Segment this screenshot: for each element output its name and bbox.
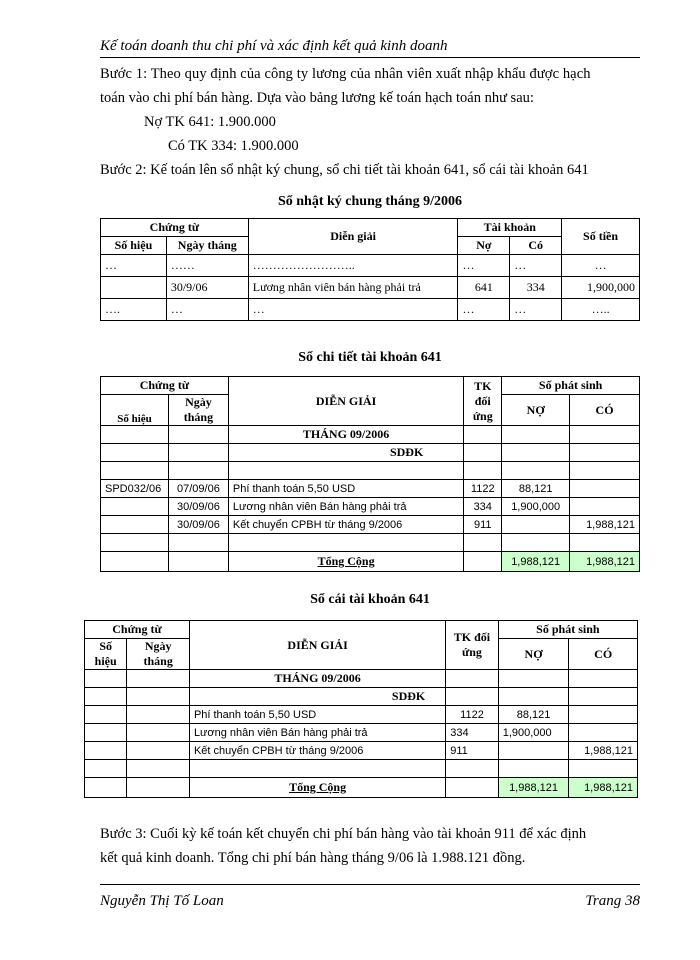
detail-sddk: SDĐK (228, 444, 463, 462)
detail-cell: 1,988,121 (570, 516, 640, 534)
journal-header-sohieu: Số hiệu (101, 237, 167, 255)
table-row (101, 516, 640, 534)
ledger-cell: 1,988,121 (569, 742, 638, 760)
ledger-total-label: Tổng Cộng (189, 778, 445, 798)
ledger-cell: 1122 (446, 706, 498, 724)
page-header: Kế toán doanh thu chi phí và xác định kết quả kinh doanh (100, 38, 640, 58)
detail-cell: 88,121 (502, 480, 570, 498)
ledger-cell: 88,121 (498, 706, 569, 724)
entry-credit: Có TK 334: 1.900.000 (168, 138, 299, 154)
detail-cell: 30/09/06 (168, 516, 228, 534)
table-row (101, 299, 640, 321)
table-row (85, 706, 638, 724)
journal-cell: … (101, 255, 167, 277)
journal-cell: …………………….. (248, 255, 458, 277)
ledger-cell: Phí thanh toán 5,50 USD (189, 706, 445, 724)
ledger-cell: Kết chuyển CPBH từ tháng 9/2006 (189, 742, 445, 760)
journal-header-chungtu: Chứng từ (101, 219, 249, 237)
ledger-header-ngay: Ngày tháng (127, 639, 190, 670)
detail-cell: 911 (464, 516, 502, 534)
journal-title: Sổ nhật ký chung tháng 9/2006 (277, 194, 462, 209)
journal-cell: … (562, 255, 640, 277)
detail-table (100, 376, 640, 572)
ledger-total-co: 1,988,121 (569, 778, 638, 798)
ledger-header-diengiai: DIỄN GIẢI (189, 621, 445, 670)
detail-cell: Phí thanh toán 5,50 USD (228, 480, 463, 498)
journal-cell: 30/9/06 (166, 277, 248, 299)
journal-cell: … (510, 255, 562, 277)
ledger-header-tk: TK đối ứng (446, 621, 498, 670)
detail-header-sps: Số phát sinh (502, 377, 640, 395)
detail-header-ngay: Ngày tháng (168, 395, 228, 426)
journal-header-taikhoan: Tài khoản (458, 219, 562, 237)
journal-header-diengiai: Diễn giải (248, 219, 458, 255)
ledger-cell (569, 706, 638, 724)
footer-author: Nguyễn Thị Tố Loan (100, 893, 224, 909)
table-row (101, 498, 640, 516)
table-row (101, 480, 640, 498)
intro-line-2: toán vào chi phí bán hàng. Dựa vào bảng lương kế toán hạch toán như sau: (100, 90, 534, 106)
detail-cell: SPD032/06 (101, 480, 169, 498)
detail-header-diengiai: DIỄN GIẢI (228, 377, 463, 426)
detail-header-no: NỢ (502, 395, 570, 426)
ledger-sddk: SDĐK (189, 688, 445, 706)
journal-cell: … (248, 299, 458, 321)
ledger-cell (127, 724, 190, 742)
intro-text (100, 62, 640, 182)
detail-total-no: 1,988,121 (502, 552, 570, 572)
detail-cell (570, 480, 640, 498)
detail-cell: Kết chuyển CPBH từ tháng 9/2006 (228, 516, 463, 534)
detail-cell (101, 516, 169, 534)
table-row (101, 277, 640, 299)
journal-header-sotien: Số tiền (562, 219, 640, 255)
detail-header-co: CÓ (570, 395, 640, 426)
detail-cell: Lương nhân viên Bán hàng phải trả (228, 498, 463, 516)
entry-debit: Nợ TK 641: 1.900.000 (144, 114, 276, 130)
detail-month: THÁNG 09/2006 (228, 426, 463, 444)
detail-cell (101, 498, 169, 516)
ledger-cell: 911 (446, 742, 498, 760)
detail-cell: 1,900,000 (502, 498, 570, 516)
page-footer (100, 884, 640, 910)
ledger-cell (85, 724, 127, 742)
footer-page-number: Trang 38 (585, 893, 640, 909)
journal-cell (101, 277, 167, 299)
ledger-table (84, 620, 638, 798)
table-row (101, 255, 640, 277)
journal-header-co: Có (510, 237, 562, 255)
detail-cell (502, 516, 570, 534)
step3-line-1: Bước 3: Cuối kỳ kế toán kết chuyển chi phí bán hàng vào tài khoản 911 để xác định (100, 826, 587, 842)
journal-cell: Lương nhân viên bán hàng phải trả (248, 277, 458, 299)
ledger-header-no: NỢ (498, 639, 569, 670)
journal-cell: … (458, 299, 510, 321)
ledger-cell (127, 742, 190, 760)
ledger-cell: 334 (446, 724, 498, 742)
detail-total-label: Tổng Cộng (228, 552, 463, 572)
ledger-header-sps: Số phát sinh (498, 621, 637, 639)
ledger-cell (127, 706, 190, 724)
journal-table (100, 218, 640, 321)
detail-header-sohieu: Số hiệu (101, 395, 169, 426)
journal-cell: … (510, 299, 562, 321)
ledger-total-no: 1,988,121 (498, 778, 569, 798)
journal-cell: 1,900,000 (562, 277, 640, 299)
journal-cell: … (166, 299, 248, 321)
ledger-cell (85, 742, 127, 760)
detail-cell: 334 (464, 498, 502, 516)
step3-line-2: kết quả kinh doanh. Tổng chi phí bán hàng tháng 9/06 là 1.988.121 đồng. (100, 850, 526, 866)
journal-header-ngaythang: Ngày tháng (166, 237, 248, 255)
detail-title: Sổ chi tiết tài khoản 641 (298, 350, 442, 365)
ledger-month: THÁNG 09/2006 (189, 670, 445, 688)
ledger-header-sohieu: Số hiệu (85, 639, 127, 670)
detail-cell: 30/09/06 (168, 498, 228, 516)
table-row (85, 742, 638, 760)
ledger-header-co: CÓ (569, 639, 638, 670)
detail-cell (570, 498, 640, 516)
journal-header-no: Nợ (458, 237, 510, 255)
journal-cell: … (458, 255, 510, 277)
detail-header-chungtu: Chứng từ (101, 377, 229, 395)
step3-text (100, 822, 640, 870)
step2-line: Bước 2: Kế toán lên sổ nhật ký chung, sổ chi tiết tài khoản 641, sổ cái tài khoản 641 (100, 162, 589, 178)
table-row (85, 724, 638, 742)
ledger-cell: 1,900,000 (498, 724, 569, 742)
ledger-header-chungtu: Chứng từ (85, 621, 190, 639)
detail-total-co: 1,988,121 (570, 552, 640, 572)
journal-cell: 641 (458, 277, 510, 299)
journal-cell: …… (166, 255, 248, 277)
journal-cell: 334 (510, 277, 562, 299)
journal-cell: ….. (562, 299, 640, 321)
ledger-cell (85, 706, 127, 724)
detail-cell: 1122 (464, 480, 502, 498)
journal-cell: …. (101, 299, 167, 321)
detail-cell: 07/09/06 (168, 480, 228, 498)
ledger-cell: Lương nhân viên Bán hàng phải trả (189, 724, 445, 742)
detail-header-tk: TK đối ứng (464, 377, 502, 426)
ledger-cell (498, 742, 569, 760)
ledger-title: Sổ cái tài khoản 641 (310, 592, 430, 607)
ledger-cell (569, 724, 638, 742)
intro-line-1: Bước 1: Theo quy định của công ty lương của nhân viên xuất nhập khẩu được hạch (100, 66, 591, 82)
